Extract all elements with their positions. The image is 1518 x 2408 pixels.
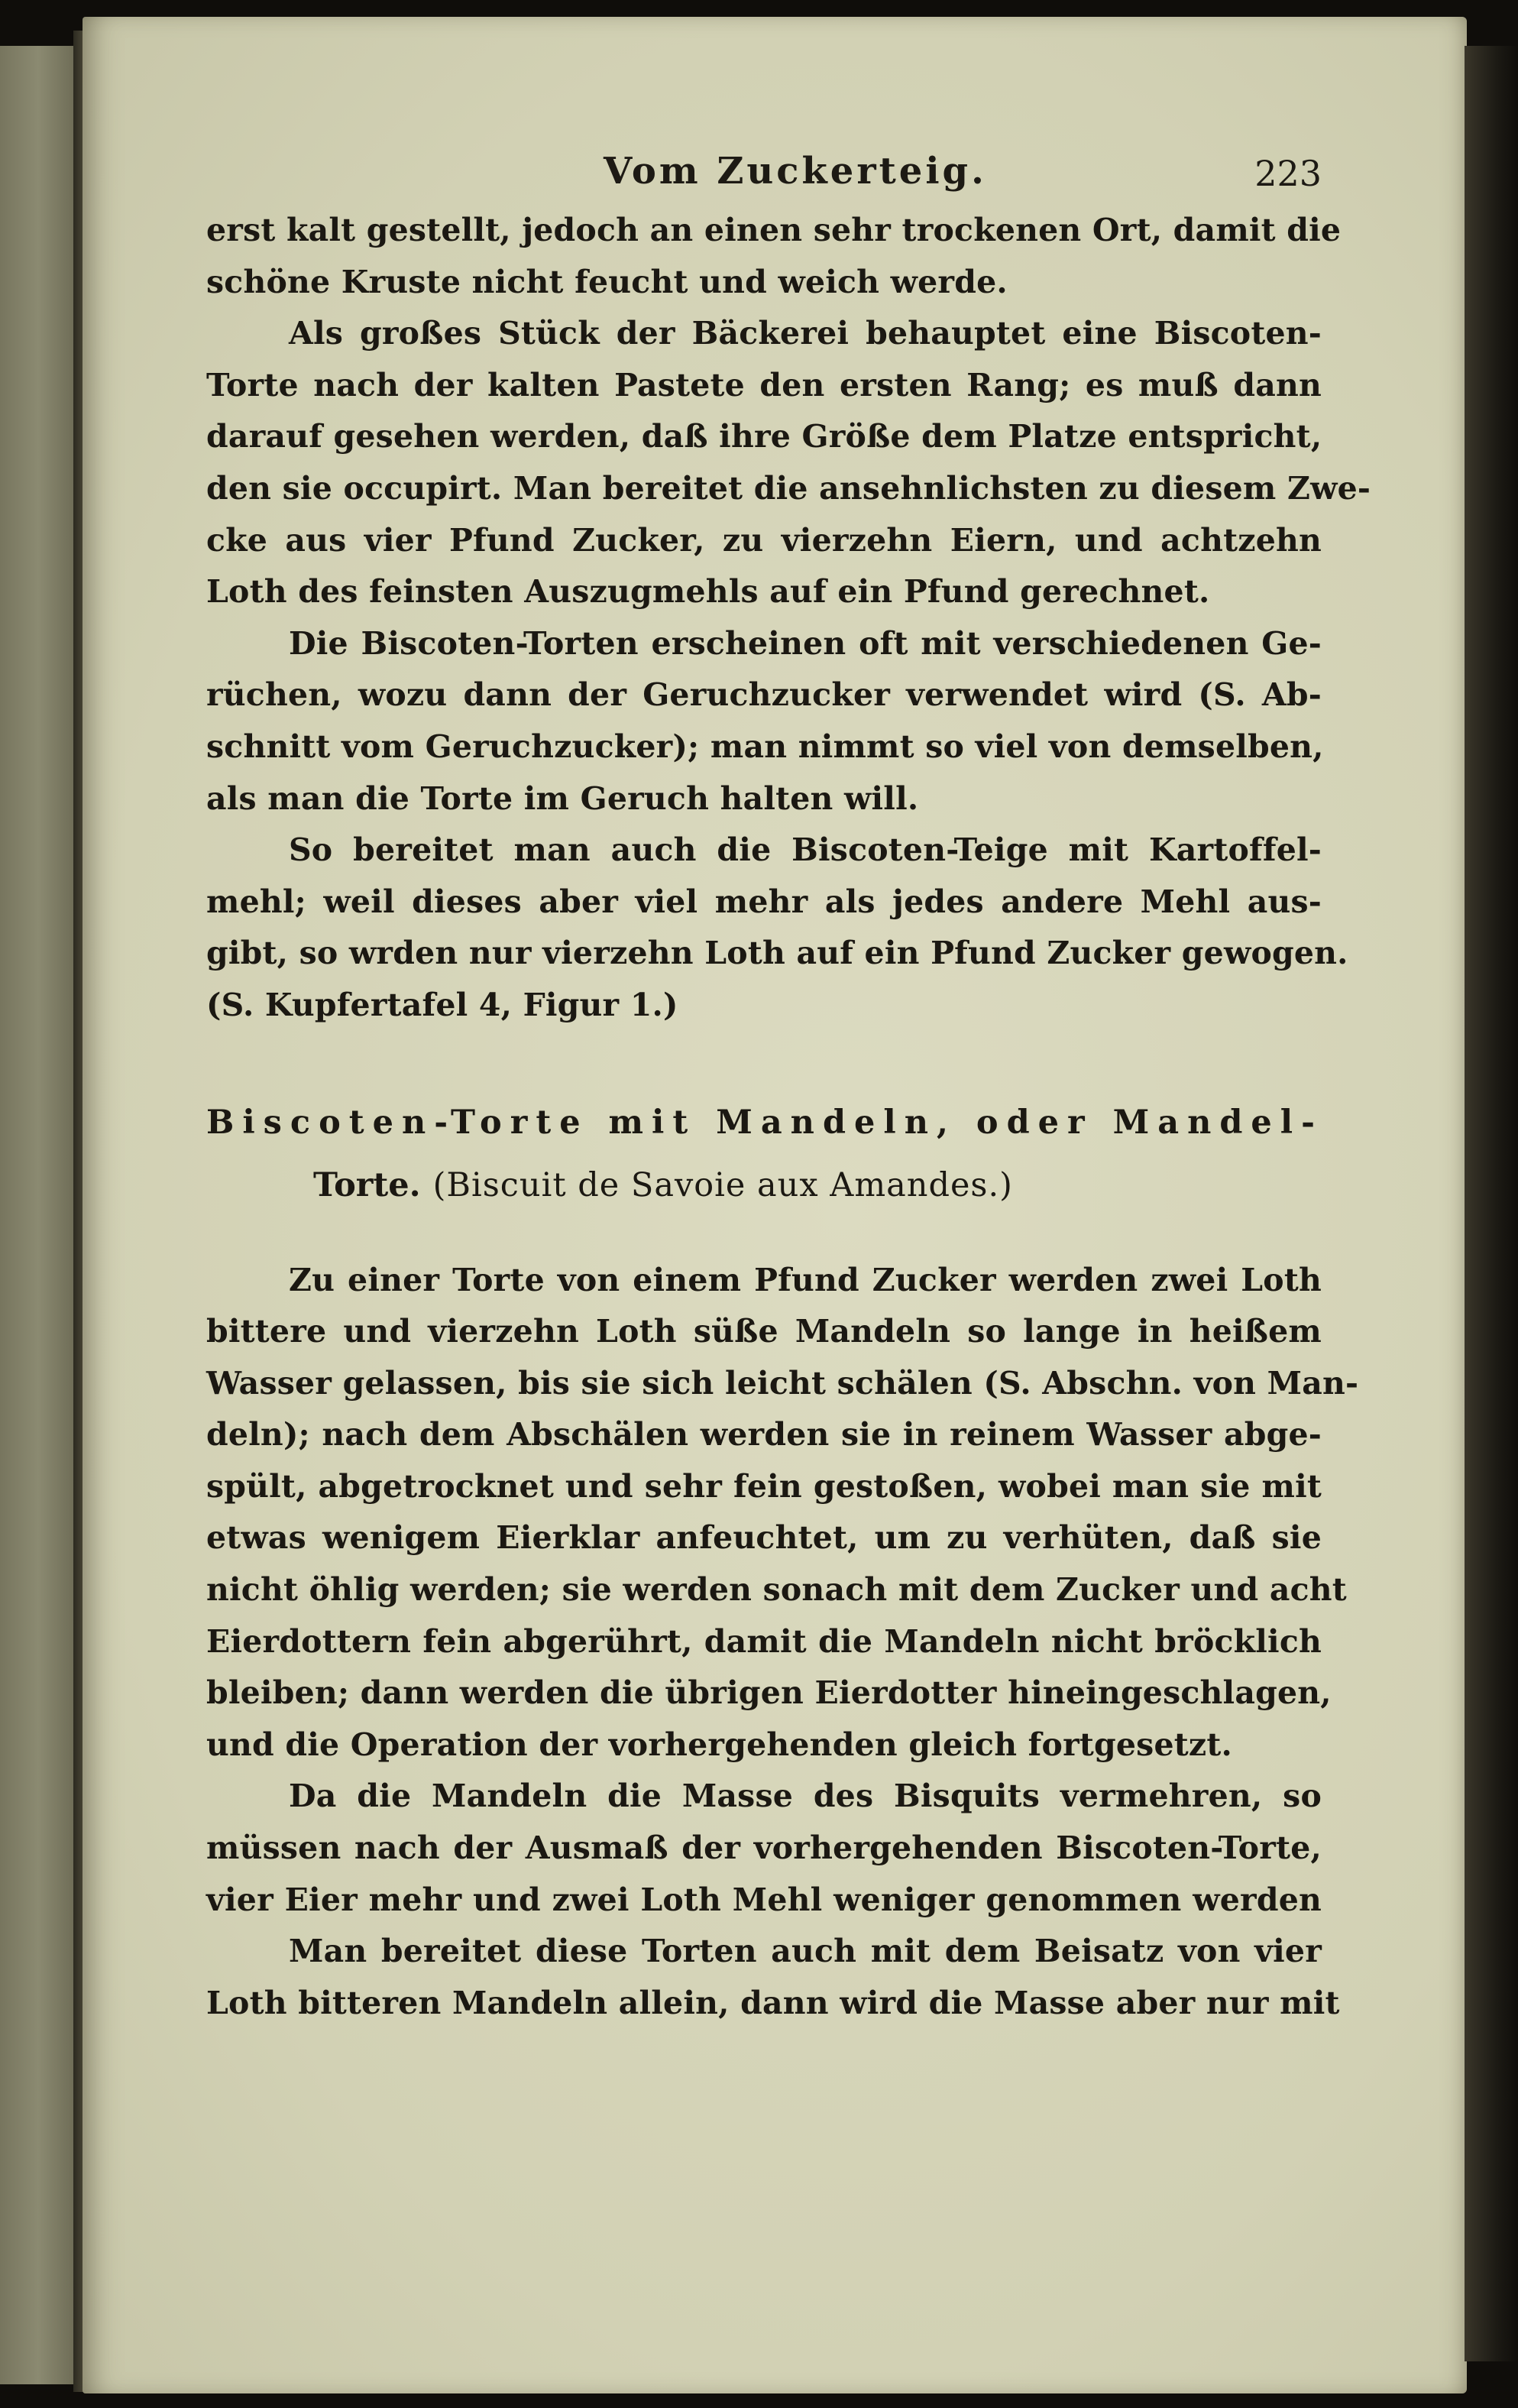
text-line: bleiben; dann werden die übrigen Eierdotter hineingeschlagen, <box>206 1674 1332 1712</box>
text-line: den sie occupirt. Man bereitet die ansehnlichsten zu diesem Zwe- <box>206 469 1371 507</box>
text-line: etwas wenigem Eierklar anfeuchtet, um zu verhüten, daß sie <box>206 1519 1322 1557</box>
paragraph-6 <box>206 1771 1322 1926</box>
facing-page-edge <box>0 46 76 2384</box>
page-fore-edge <box>1465 46 1518 2361</box>
text-line: Eierdottern fein abgerührt, damit die Mandeln nicht bröcklich <box>206 1622 1322 1660</box>
paragraph-3 <box>206 618 1322 825</box>
text-line: Torte nach der kalten Pastete den ersten Rang; es muß dann <box>206 366 1322 403</box>
text-line: erst kalt gestellt, jedoch an einen sehr trockenen Ort, damit die <box>206 212 1342 248</box>
text-line: bittere und vierzehn Loth süße Mandeln so lange in heißem <box>206 1313 1322 1350</box>
heading-line <box>206 1154 1322 1217</box>
text-line: als man die Torte im Geruch halten will. <box>206 779 919 817</box>
text-line: rüchen, wozu dann der Geruchzucker verwendet wird (S. Ab- <box>206 676 1322 714</box>
text-line: vier Eier mehr und zwei Loth Mehl weniger genommen werden <box>206 1881 1322 1918</box>
text-line: spült, abgetrocknet und sehr fein gestoßen, wobei man sie mit <box>206 1467 1322 1505</box>
text-line: cke aus vier Pfund Zucker, zu vierzehn Eiern, und achtzehn <box>206 521 1322 559</box>
paragraph-2 <box>206 308 1371 618</box>
text-line: (S. Kupfertafel 4, Figur 1.) <box>206 986 678 1023</box>
page-header <box>206 150 1322 203</box>
paragraph-1 <box>206 205 1342 308</box>
text-line: Zu einer Torte von einem Pfund Zucker werden zwei Loth <box>289 1261 1322 1298</box>
text-line: nicht öhlig werden; sie werden sonach mit dem Zucker und acht <box>206 1571 1347 1609</box>
page-body <box>206 205 1371 2029</box>
text-line: Wasser gelassen, bis sie sich leicht schälen (S. Abschn. von Man- <box>206 1364 1359 1402</box>
text-line: deln); nach dem Abschälen werden sie in reinem Wasser abge- <box>206 1416 1322 1454</box>
text-line: Loth bitteren Mandeln allein, dann wird die Masse aber nur mit <box>206 1984 1340 2021</box>
text-line: schnitt vom Geruchzucker); man nimmt so viel von demselben, <box>206 728 1324 765</box>
paragraph-4 <box>206 825 1348 1031</box>
heading-word: Torte. <box>313 1165 421 1204</box>
paragraph-7 <box>206 1926 1340 2029</box>
page-number: 223 <box>1254 153 1322 194</box>
text-line: Man bereitet diese Torten auch mit dem Beisatz von vier <box>289 1933 1322 1970</box>
paragraph-5 <box>206 1255 1359 1771</box>
text-line: So bereitet man auch die Biscoten-Teige mit Kartoffel- <box>289 831 1322 869</box>
running-head: Vom Zuckerteig. <box>604 150 987 193</box>
text-line: Als großes Stück der Bäckerei behauptet eine Biscoten- <box>289 315 1322 352</box>
text-line: mehl; weil dieses aber viel mehr als jedes andere Mehl aus- <box>206 883 1322 920</box>
heading-latin-title: (Biscuit de Savoie aux Amandes.) <box>432 1165 1013 1204</box>
text-line: Da die Mandeln die Masse des Bisquits vermehren, so <box>289 1778 1322 1815</box>
text-line: darauf gesehen werden, daß ihre Größe dem Platze entspricht, <box>206 418 1322 455</box>
text-line: und die Operation der vorhergehenden gleich fortgesetzt. <box>206 1726 1232 1763</box>
section-heading <box>206 1091 1322 1217</box>
text-line: müssen nach der Ausmaß der vorhergehenden Biscoten-Torte, <box>206 1829 1322 1867</box>
text-line: gibt, so wrden nur vierzehn Loth auf ein Pfund Zucker gewogen. <box>206 935 1348 972</box>
text-line: schöne Kruste nicht feucht und weich werde. <box>206 263 1008 300</box>
text-line: Loth des feinsten Auszugmehls auf ein Pfund gerechnet. <box>206 573 1210 611</box>
heading-line: Biscoten-Torte mit Mandeln, oder Mandel- <box>206 1103 1323 1142</box>
text-line: Die Biscoten-Torten erscheinen oft mit verschiedenen Ge- <box>289 624 1322 662</box>
